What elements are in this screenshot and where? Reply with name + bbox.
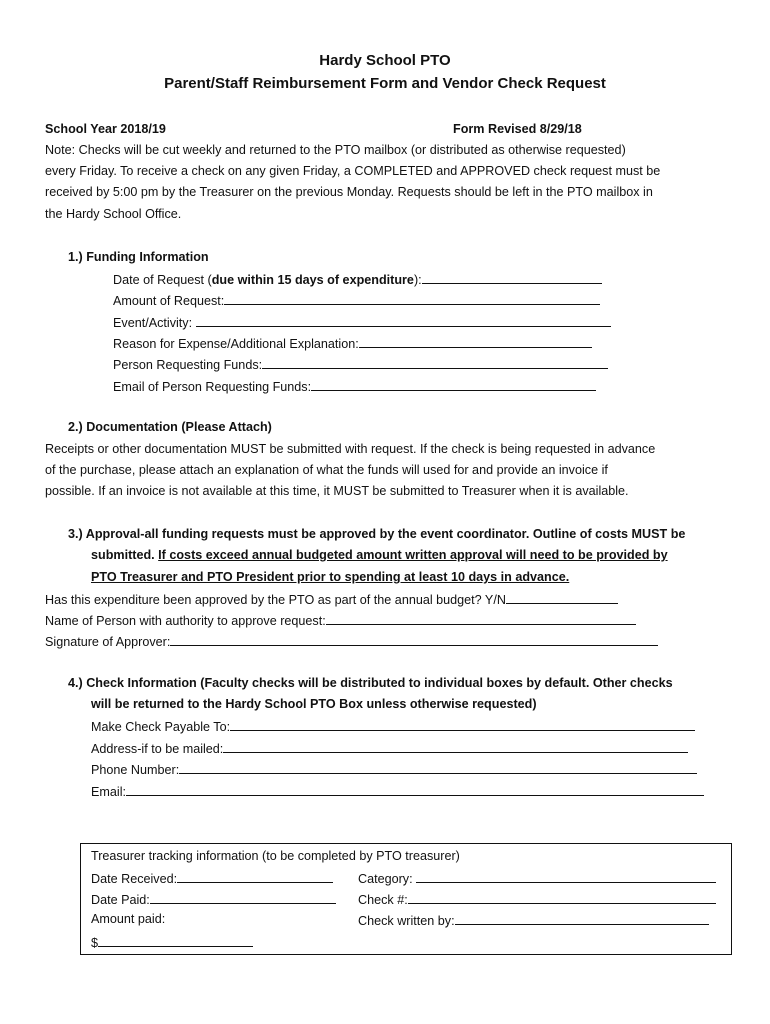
check-number-field[interactable] [358,890,716,908]
note-line: the Hardy School Office. [45,207,182,221]
phone-number-label: Phone Number: [91,763,180,777]
check-number-label: Check #: [358,893,408,907]
amount-paid-blank[interactable] [98,933,253,947]
phone-number-blank[interactable] [179,760,697,774]
email-field[interactable] [91,782,704,800]
check-payable-label: Make Check Payable To: [91,720,231,734]
documentation-text: possible. If an invoice is not available at this time, it MUST be submitted to Treasurer when it is available. [45,484,629,498]
check-payable-blank[interactable] [230,717,695,731]
written-approval-note: If costs exceed annual budgeted amount written approval will need to be provided by [158,548,668,562]
event-activity-field[interactable] [113,313,611,331]
person-requesting-label: Person Requesting Funds: [113,358,263,372]
budget-approval-label: Has this expenditure been approved by the PTO as part of the annual budget? Y/N [45,593,506,607]
treasurer-box-heading: Treasurer tracking information (to be completed by PTO treasurer) [91,849,460,863]
authority-name-field[interactable] [45,611,636,629]
form-subtitle: Parent/Staff Reimbursement Form and Vendor Check Request [164,75,606,92]
authority-name-blank[interactable] [326,611,636,625]
section-4-heading-continued: will be returned to the Hardy School PTO Box unless otherwise requested) [91,697,537,711]
amount-paid-label: Amount paid: [91,912,166,926]
note-line: received by 5:00 pm by the Treasurer on the previous Monday. Requests should be left in the PTO mailbox in [45,185,653,199]
date-received-label: Date Received: [91,872,178,886]
written-approval-note-continued: PTO Treasurer and PTO President prior to spending at least 10 days in advance. [91,570,570,584]
check-payable-field[interactable] [91,717,695,735]
approver-signature-label: Signature of Approver: [45,635,171,649]
section-4-heading: 4.) Check Information (Faculty checks will be distributed to individual boxes by default. Other checks [68,676,673,690]
authority-name-label: Name of Person with authority to approve request: [45,614,326,628]
email-label: Email: [91,785,126,799]
date-paid-label: Date Paid: [91,893,150,907]
date-received-field[interactable] [91,869,333,887]
mailing-address-label: Address-if to be mailed: [91,742,224,756]
submitted-text: submitted. [91,548,159,562]
date-paid-field[interactable] [91,890,336,908]
category-label: Category: [358,872,417,886]
school-year: School Year 2018/19 [45,122,166,136]
amount-of-request-blank[interactable] [224,291,600,305]
section-1-heading: 1.) Funding Information [68,250,209,264]
event-activity-blank[interactable] [196,313,611,327]
dollar-sign: $ [91,936,99,950]
mailing-address-blank[interactable] [223,739,688,753]
email-blank[interactable] [126,782,704,796]
form-revised-date: Form Revised 8/29/18 [453,122,582,136]
check-written-by-blank[interactable] [455,911,709,925]
mailing-address-field[interactable] [91,739,688,757]
date-of-request-label: Date of Request ( [113,273,212,287]
approver-signature-blank[interactable] [170,632,658,646]
budget-approval-field[interactable] [45,590,618,608]
form-title: Hardy School PTO [319,52,451,69]
person-requesting-blank[interactable] [262,355,608,369]
amount-of-request-label: Amount of Request: [113,294,225,308]
email-of-person-field[interactable] [113,377,596,395]
budget-approval-blank[interactable] [506,590,618,604]
documentation-text: Receipts or other documentation MUST be submitted with request. If the check is being requested in advance [45,442,656,456]
reason-blank[interactable] [359,334,592,348]
check-number-blank[interactable] [408,890,716,904]
amount-paid-field[interactable] [91,933,253,951]
date-paid-blank[interactable] [150,890,336,904]
category-blank[interactable] [416,869,716,883]
section-2-heading: 2.) Documentation (Please Attach) [68,420,272,434]
section-3-heading-continued [91,547,668,563]
category-field[interactable] [358,869,716,887]
email-of-person-blank[interactable] [311,377,596,391]
date-received-blank[interactable] [177,869,333,883]
event-activity-label: Event/Activity: [113,316,196,330]
reason-label: Reason for Expense/Additional Explanation: [113,337,359,351]
documentation-text: of the purchase, please attach an explanation of what the funds will used for and provide an invoice if [45,463,608,477]
check-written-by-label: Check written by: [358,914,455,928]
amount-of-request-field[interactable] [113,291,600,309]
person-requesting-field[interactable] [113,355,608,373]
due-within-note: due within 15 days of expenditure [211,273,414,287]
note-line: every Friday. To receive a check on any given Friday, a COMPLETED and APPROVED check request must be [45,164,661,178]
date-of-request-blank[interactable] [422,270,602,284]
email-of-person-label: Email of Person Requesting Funds: [113,380,312,394]
reason-field[interactable] [113,334,592,352]
note-line: Note: Checks will be cut weekly and returned to the PTO mailbox (or distributed as otherwise requested) [45,143,626,157]
approver-signature-field[interactable] [45,632,658,650]
date-of-request-field[interactable] [113,270,602,288]
date-of-request-suffix: ): [413,273,422,287]
check-written-by-field[interactable] [358,911,709,929]
section-3-heading: 3.) Approval-all funding requests must be approved by the event coordinator. Outline of costs MUST be [68,527,686,541]
phone-number-field[interactable] [91,760,697,778]
